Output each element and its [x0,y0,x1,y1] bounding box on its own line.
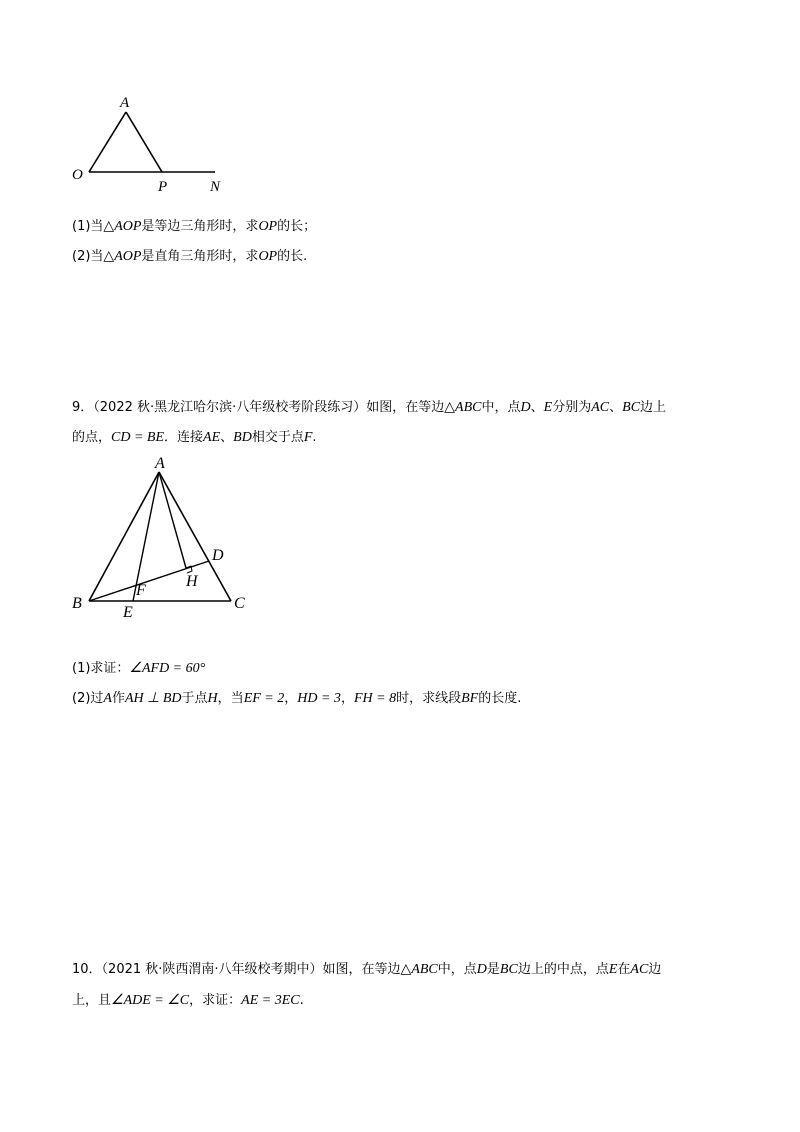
figure-triangle-aop [60,90,240,195]
q8-part1: (1)当△AOP是等边三角形时，求OP的长； [72,219,317,234]
triangle-symbol: △ [400,962,412,977]
label-h: H [186,573,198,590]
q9-stem-line1: 9．（2022 秋·黑龙江哈尔滨·八年级校考阶段练习）如图，在等边△ABC中，点D、E分别为AC、BC边上 [72,400,667,415]
label-n: N [210,179,221,195]
q9-part1: (1)求证：∠AFD = 60° [72,661,206,676]
triangle-symbol: △ [444,400,456,415]
q9-part2: (2)过A作AH ⊥ BD于点H，当EF = 2，HD = 3，FH = 8时，求线段BF的长度. [72,691,522,706]
q8-part2: (2)当△AOP是直角三角形时，求OP的长. [72,249,308,264]
label-o: O [72,167,83,183]
segment-ap [126,112,162,172]
q10-stem-line1: 10．（2021 秋·陕西渭南·八年级校考期中）如图，在等边△ABC中，点D是BC边上的中点，点E在AC边 [72,962,662,977]
label-b: B [72,595,82,612]
label-d: D [212,547,224,564]
segment-ah [159,472,186,568]
right-angle-mark [186,566,192,573]
label-a: A [155,455,165,472]
triangle-symbol: △ [103,219,115,234]
label-f: F [136,582,146,599]
segment-oa [89,112,126,172]
figure-triangle-abc [60,450,270,625]
q10-stem-line2: 上，且∠ADE = ∠C，求证：AE = 3EC. [72,993,304,1008]
triangle-symbol: △ [103,249,115,264]
label-p: P [158,179,168,195]
label-a: A [120,95,130,111]
q9-stem-line2: 的点，CD = BE．连接AE、BD相交于点F. [72,430,317,445]
label-e: E [123,604,133,621]
label-c: C [234,595,245,612]
